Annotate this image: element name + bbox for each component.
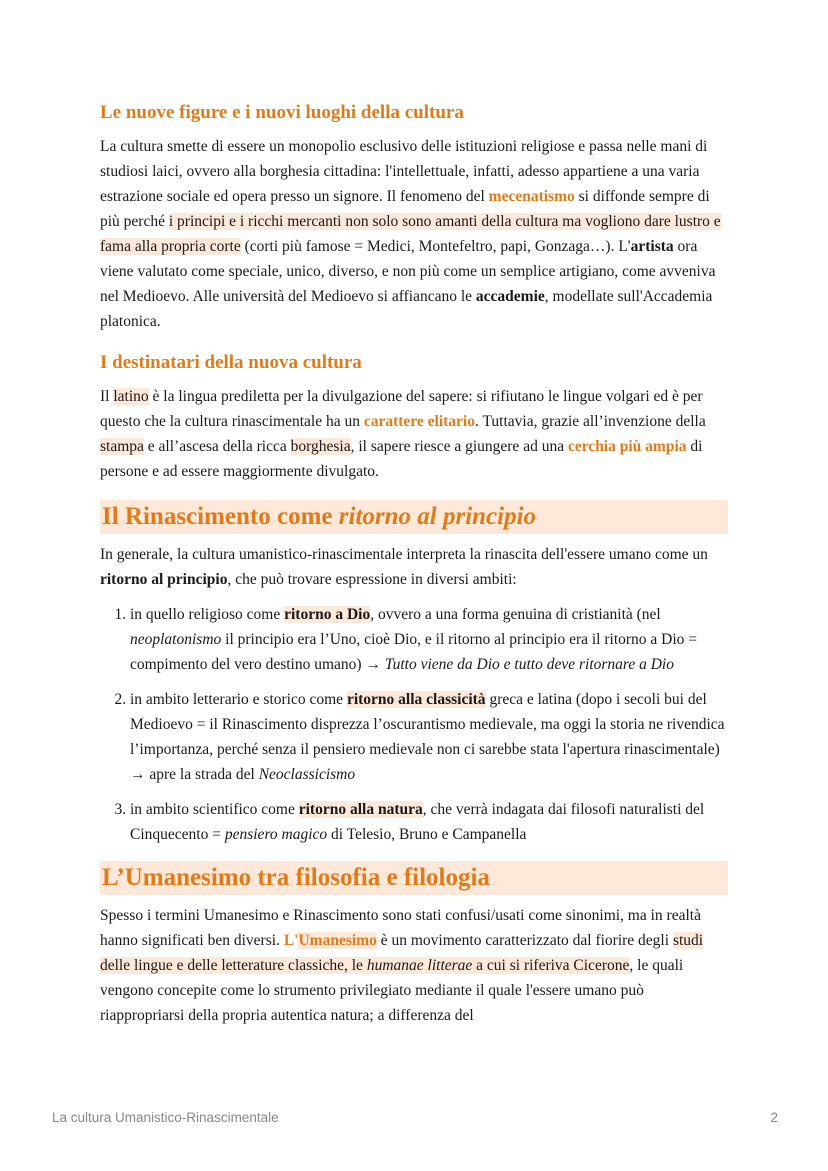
highlight-borghesia: borghesia — [290, 438, 351, 455]
text-run: Il — [100, 388, 114, 405]
paragraph-umanesimo — [100, 903, 728, 1028]
text-run: (corti più famose = Medici, Montefeltro, papi, Gonzaga…). L' — [240, 238, 631, 255]
text-run: Spesso i termini Umanesimo e Rinascimento sono stati confusi/usati come sinonimi, ma in realtà hanno significati ben diversi. — [100, 907, 701, 949]
italic-humanae-litterae: humanae litterae — [366, 957, 473, 974]
keyword-ritorno-dio: ritorno a Dio — [284, 606, 371, 623]
text-run: di persone e ad essere maggiormente divulgato. — [100, 438, 703, 480]
page-number: 2 — [770, 1110, 778, 1125]
text-run: in ambito letterario e storico come — [130, 691, 347, 708]
keyword-mecenatismo: mecenatismo — [488, 188, 575, 205]
section-heading-destinatari: I destinatari della nuova cultura — [100, 352, 362, 373]
highlight-latino: latino — [113, 388, 149, 405]
text-run: è un movimento caratterizzato dal fiorire degli — [376, 932, 673, 949]
keyword-elitario: carattere elitario — [363, 413, 475, 430]
keyword-cerchia: cerchia più ampia — [567, 438, 687, 455]
italic-neoclassicismo: Neoclassicismo — [258, 766, 356, 783]
text-run: , ovvero a una forma genuina di cristianità (nel — [370, 606, 661, 623]
keyword-umanesimo: Umanesimo — [298, 932, 377, 949]
text-run: La cultura smette di essere un monopolio esclusivo delle istituzioni religiose e passa nelle mani di studiosi laici, ovvero alla borghesia cittadina: l'intellettuale, infatti, adesso appartiene a una varia estrazione sociale ed opera presso un signore. Il fenomeno del — [100, 138, 708, 205]
text-run: . Tuttavia, grazie all’invenzione della — [475, 413, 706, 430]
text-run: , le quali vengono concepite come lo strumento privilegiato mediante il quale l'essere umano può riappropriarsi della propria autentica natura; a differenza del — [100, 957, 684, 1024]
section-heading-rinascimento — [100, 500, 728, 534]
text-run: studi delle lingue e delle letterature classiche, le — [100, 932, 704, 974]
text-run: , modellate sull'Accademia platonica. — [100, 288, 713, 330]
text-run: in quello religioso come — [130, 606, 285, 623]
keyword-ritorno-natura: ritorno alla natura — [298, 801, 423, 818]
text-run: , che verrà indagata dai filosofi naturalisti del Cinquecento = — [130, 801, 705, 843]
italic-quote: Tutto viene da Dio e tutto deve ritornare a Dio — [384, 656, 674, 673]
paragraph-nuove-figure — [100, 134, 728, 334]
text-run: , che può trovare espressione in diversi ambiti: — [227, 571, 517, 588]
text-run: a cui si riferiva Cicerone — [472, 957, 630, 974]
page-content — [100, 100, 728, 1044]
text-run: ora viene valutato come speciale, unico, diverso, e non più come un semplice artigiano, come avveniva nel Medioevo. Alle università del Medioevo si affiancano le — [100, 238, 716, 305]
paragraph-destinatari — [100, 384, 728, 484]
text-run: è la lingua prediletta per la divulgazione del sapere: si rifiutano le lingue volgari ed è per questo che la cultura rinascimentale ha un — [100, 388, 703, 430]
heading-italic-part: ritorno al principio — [338, 503, 537, 530]
text-run: , il sapere riesce a giungere ad una — [350, 438, 568, 455]
paragraph-rinascimento — [100, 542, 728, 592]
text-run: e all’ascesa della ricca — [143, 438, 291, 455]
ambiti-list — [100, 602, 728, 847]
italic-pensiero-magico: pensiero magico — [224, 826, 328, 843]
keyword-umanesimo-prefix: L' — [283, 932, 299, 949]
keyword-artista: artista — [630, 238, 674, 255]
text-run: di Telesio, Bruno e Campanella — [327, 826, 527, 843]
list-item — [130, 602, 728, 677]
highlight-stampa: stampa — [100, 438, 144, 455]
italic-neoplatonismo: neoplatonismo — [130, 631, 222, 648]
list-item — [130, 797, 728, 847]
keyword-ritorno-principio: ritorno al principio — [100, 571, 228, 588]
heading-part: Il Rinascimento come — [102, 503, 339, 530]
keyword-accademie: accademie — [475, 288, 545, 305]
text-run: in ambito scientifico come — [130, 801, 299, 818]
text-run: greca e latina (dopo i secoli bui del Medioevo = il Rinascimento disprezza l’oscurantismo medievale, ma oggi la storia ne rivendica l’importanza, perché senza il pensiero medievale non ci sarebbe stata l'apertura rinascimentale) → apre la strada del — [130, 691, 725, 783]
section-heading-nuove-figure: Le nuove figure e i nuovi luoghi della cultura — [100, 102, 464, 123]
text-run: si diffonde sempre di più perché — [100, 188, 710, 230]
section-heading-umanesimo: L’Umanesimo tra filosofia e filologia — [100, 861, 728, 895]
text-run: In generale, la cultura umanistico-rinascimentale interpreta la rinascita dell'essere umano come un — [100, 546, 708, 563]
highlight-principi: i principi e i ricchi mercanti non solo sono amanti della cultura ma vogliono dare lustro e fama alla propria corte — [100, 213, 721, 255]
keyword-ritorno-classicita: ritorno alla classicità — [346, 691, 486, 708]
footer-title: La cultura Umanistico-Rinascimentale — [52, 1110, 279, 1125]
list-item — [130, 687, 728, 787]
text-run: il principio era l’Uno, cioè Dio, e il ritorno al principio era il ritorno a Dio = compimento del vero destino umano) → — [130, 631, 698, 673]
